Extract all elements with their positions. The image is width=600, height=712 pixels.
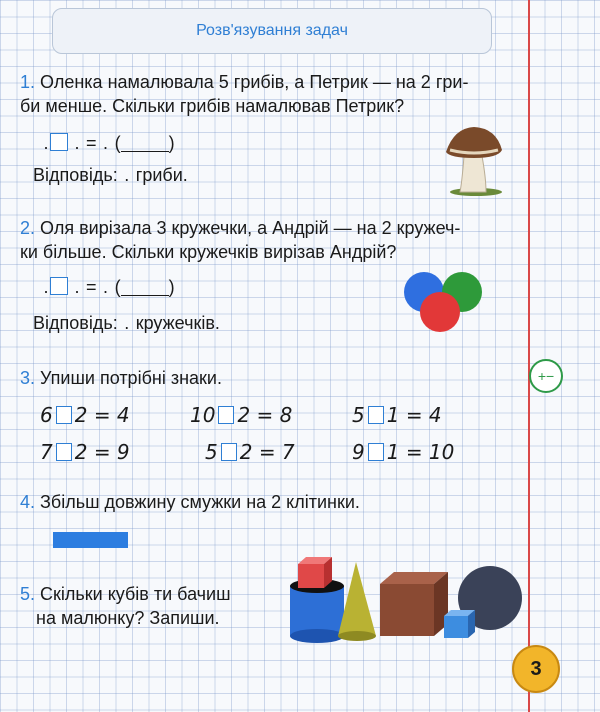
answer-unit: кружечків. <box>135 313 220 333</box>
unit-blank[interactable] <box>121 295 169 296</box>
answer-unit: гриби. <box>135 165 188 185</box>
sign-box[interactable] <box>56 443 72 461</box>
task-2-equation: . . = . ( ) <box>43 277 175 297</box>
colored-circles-icon <box>402 268 486 336</box>
page-title-text: Розв'язування задач <box>196 22 348 39</box>
operand-a: 7 <box>40 440 53 464</box>
task-5-line1: Скільки кубів ти бачиш <box>40 584 231 604</box>
operand-a: 5 <box>205 440 218 464</box>
task-2 <box>20 216 460 264</box>
operand-a: 10 <box>190 403 216 427</box>
task-4-text: Збільш довжину смужки на 2 клітинки. <box>40 492 360 512</box>
sign-exercise-2-2 <box>205 440 295 464</box>
blue-strip[interactable] <box>53 532 128 548</box>
task-4 <box>20 490 360 514</box>
answer-box[interactable] <box>50 277 68 295</box>
task-2-answer: Відповідь: . кружечків. <box>33 313 220 333</box>
sign-box[interactable] <box>368 443 384 461</box>
task-4-number: 4. <box>20 492 36 512</box>
mushroom-icon <box>440 122 506 198</box>
task-1-answer: Відповідь: . гриби. <box>33 165 188 185</box>
task-2-line1: Оля вирізала 3 кружечки, а Андрій — на 2 кружеч- <box>40 218 461 238</box>
operand-a: 9 <box>352 440 365 464</box>
paren-open: ( <box>114 133 121 153</box>
small-red-cube <box>298 557 332 588</box>
geometric-shapes-illustration <box>286 552 528 644</box>
operand-b: 2 = 9 <box>74 440 130 464</box>
page-title <box>52 8 492 54</box>
sign-exercise-1-2 <box>190 403 292 427</box>
paren-open: ( <box>114 277 121 297</box>
task-3-text: Упиши потрібні знаки. <box>40 368 222 388</box>
sign-box[interactable] <box>221 443 237 461</box>
operand-b: 2 = 8 <box>237 403 293 427</box>
large-brown-cube <box>380 572 448 636</box>
plus-minus-glyph: +− <box>537 368 555 384</box>
task-1-equation: . . = . ( ) <box>43 133 175 153</box>
task-1-line1: Оленка намалювала 5 грибів, а Петрик — на 2 гри- <box>40 72 469 92</box>
operand-b: 1 = 10 <box>386 440 455 464</box>
page-number-badge <box>512 645 560 693</box>
plus-minus-icon <box>529 359 563 393</box>
page-number: 3 <box>530 657 542 680</box>
margin-line <box>528 0 530 712</box>
operand-b: 1 = 4 <box>386 403 442 427</box>
task-3 <box>20 366 222 390</box>
operand-b: 2 = 7 <box>239 440 295 464</box>
sign-box[interactable] <box>56 406 72 424</box>
sign-exercise-1-3 <box>352 403 442 427</box>
sign-exercise-1-1 <box>40 403 130 427</box>
answer-box[interactable] <box>50 133 68 151</box>
cylinder-shape <box>290 579 344 643</box>
paren-close: ) <box>168 277 175 297</box>
operand-a: 6 <box>40 403 53 427</box>
sign-exercise-2-1 <box>40 440 130 464</box>
operand-a: 5 <box>352 403 365 427</box>
task-5 <box>20 582 231 630</box>
task-1 <box>20 70 468 118</box>
task-5-number: 5. <box>20 584 36 604</box>
operand-b: 2 = 4 <box>74 403 130 427</box>
task-1-number: 1. <box>20 72 36 92</box>
sign-box[interactable] <box>218 406 234 424</box>
task-2-number: 2. <box>20 218 36 238</box>
small-blue-cube <box>444 610 475 638</box>
answer-label: Відповідь: <box>33 165 118 185</box>
task-5-line2: на малюнку? Запиши. <box>36 608 220 628</box>
equals-sign: = <box>86 133 97 153</box>
sign-exercise-2-3 <box>352 440 454 464</box>
unit-blank[interactable] <box>121 151 169 152</box>
answer-label: Відповідь: <box>33 313 118 333</box>
paren-close: ) <box>168 133 175 153</box>
sign-box[interactable] <box>368 406 384 424</box>
task-3-number: 3. <box>20 368 36 388</box>
task-1-line2: би менше. Скільки грибів намалював Петрик? <box>20 96 405 116</box>
task-2-line2: ки більше. Скільки кружечків вирізав Андрій? <box>20 242 397 262</box>
equals-sign: = <box>86 277 97 297</box>
